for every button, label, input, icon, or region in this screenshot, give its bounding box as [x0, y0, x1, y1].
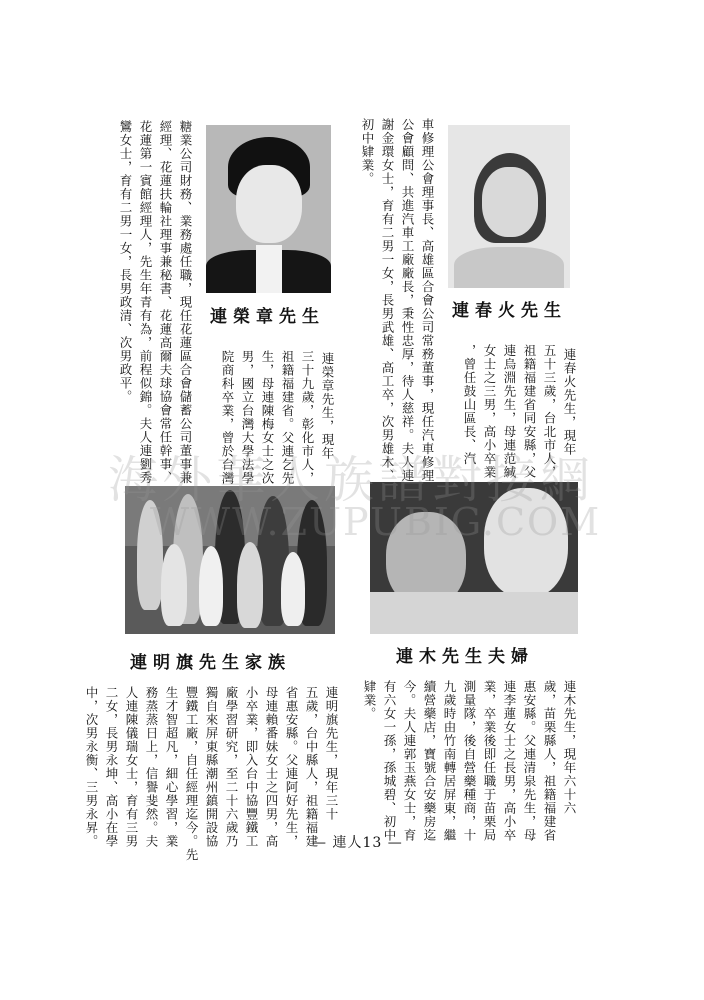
family-child — [237, 542, 263, 628]
text-col: 廠學習研究，至二十六歲乃 — [224, 686, 239, 848]
text-col: 花蓮第一賓館經理人，先生年青有為，前程似錦。夫人連劉秀 — [138, 120, 153, 485]
caption-lian-chunhuo: 連春火先生 — [452, 301, 567, 321]
text-col: 小卒業，即入台中協豐鐵工 — [244, 686, 259, 848]
text-col: 初中肄業。 — [360, 118, 375, 186]
page-number: — 連人13 — — [312, 835, 403, 851]
portrait-suit — [454, 247, 564, 288]
caption-lian-rongzhang: 連榮章先生 — [210, 307, 325, 327]
text-col: 測量隊，後自營藥種商，十 — [462, 680, 477, 842]
text-col: 經理、花蓮扶輪社理事兼秘書、花蓮高爾夫球協會常任幹事、 — [158, 120, 173, 485]
text-col: 連木先生，現年六十六 — [562, 680, 577, 815]
family-child — [161, 544, 187, 626]
family-child — [199, 546, 223, 626]
text-col: 三十九歲，彰化市人， — [300, 350, 315, 485]
photo-lian-chunhuo — [448, 125, 570, 288]
text-col: 車修理公會理事長、高雄區合會公司常務董事，現任汽車修理 — [420, 118, 435, 483]
family-member — [137, 500, 163, 610]
text-col: 有六女一孫，孫城碧、初中 — [382, 680, 397, 842]
portrait-face — [482, 167, 538, 237]
text-col: 歲，苗栗縣人，祖籍福建省 — [542, 680, 557, 842]
text-col: 祖籍福建省。父連乞先 — [280, 350, 295, 485]
text-col: 二女，長男永坤、高小在學 — [104, 686, 119, 848]
text-col: 業，卒業後即任職于苗栗局 — [482, 680, 497, 842]
text-col: 連李蓮女士之長男，高小卒 — [502, 680, 517, 842]
portrait-clothes — [370, 592, 578, 634]
text-col: 連烏淵先生，母連范緘 — [502, 344, 517, 479]
watermark-chinese: 海外華人族譜對接網 — [108, 451, 594, 509]
text-col: 五十三歲，台北市人， — [542, 344, 557, 479]
text-col: 獨自來屏東縣潮州鎮開設協 — [204, 686, 219, 848]
text-col: 連明旗先生，現年三十 — [324, 686, 339, 821]
text-col: 女士之三男，高小卒業 — [482, 344, 497, 479]
portrait-face — [236, 165, 302, 243]
text-col: 院商科卒業，曾於台灣 — [220, 350, 235, 485]
portrait-shirt — [256, 245, 282, 293]
text-col: 男，國立台灣大學法學 — [240, 350, 255, 485]
text-col: 九歲時由竹南轉居屏東，繼 — [442, 680, 457, 842]
caption-lian-mingqi: 連明旗先生家族 — [130, 653, 291, 673]
caption-lian-mu: 連木先生夫婦 — [396, 647, 534, 667]
text-col: 人連陳儀瑞女士，育有三男 — [124, 686, 139, 848]
text-col: 鸞女士，育有二男一女，長男政清、次男政平。 — [118, 120, 133, 404]
text-col: ，曾任鼓山區長、汽 — [462, 344, 477, 466]
text-col: 祖籍福建省同安縣，父 — [522, 344, 537, 479]
text-col: 今。夫人連郭玉燕女士，育 — [402, 680, 417, 842]
text-col: 豐鐵工廠，自任經理迄今。先 — [184, 686, 199, 862]
text-col: 中，次男永衡、三男永昇。 — [84, 686, 99, 848]
photo-lian-mingqi-family — [125, 486, 335, 634]
text-col: 惠安縣。父連清泉先生，母 — [522, 680, 537, 842]
family-child — [281, 552, 305, 626]
text-col: 公會顧問、共進汽車工廠廠長，秉性忠厚，待人慈祥。夫人連 — [400, 118, 415, 483]
text-col: 五歲，台中縣人，祖籍福建 — [304, 686, 319, 848]
photo-lian-rongzhang — [206, 125, 331, 293]
text-col: 續營藥店，寶號合安藥房迄 — [422, 680, 437, 842]
text-col: 母連賴番妹女士之四男，高 — [264, 686, 279, 848]
photo-lian-mu-couple — [370, 482, 578, 634]
text-col: 省惠安縣。父連阿好先生， — [284, 686, 299, 848]
text-col: 連春火先生，現年 — [562, 348, 577, 456]
text-col: 生，母連陳梅女士之次 — [260, 350, 275, 485]
text-col: 肄業。 — [362, 680, 377, 721]
text-col: 務蒸蒸日上，信譽斐然。夫 — [144, 686, 159, 848]
text-col: 謝金環女士，育有二男一女，長男武雄、高工卒，次男雄木、 — [380, 118, 395, 483]
text-col: 糖業公司財務、業務處任職，現任花蓮區合會儲蓄公司董事兼 — [178, 120, 193, 485]
text-col: 生才智超凡，細心學習，業 — [164, 686, 179, 848]
portrait-husband — [484, 488, 568, 598]
text-col: 連榮章先生，現年 — [320, 352, 335, 460]
watermark-url: WWW.ZUPUBIG.COM — [150, 500, 602, 544]
